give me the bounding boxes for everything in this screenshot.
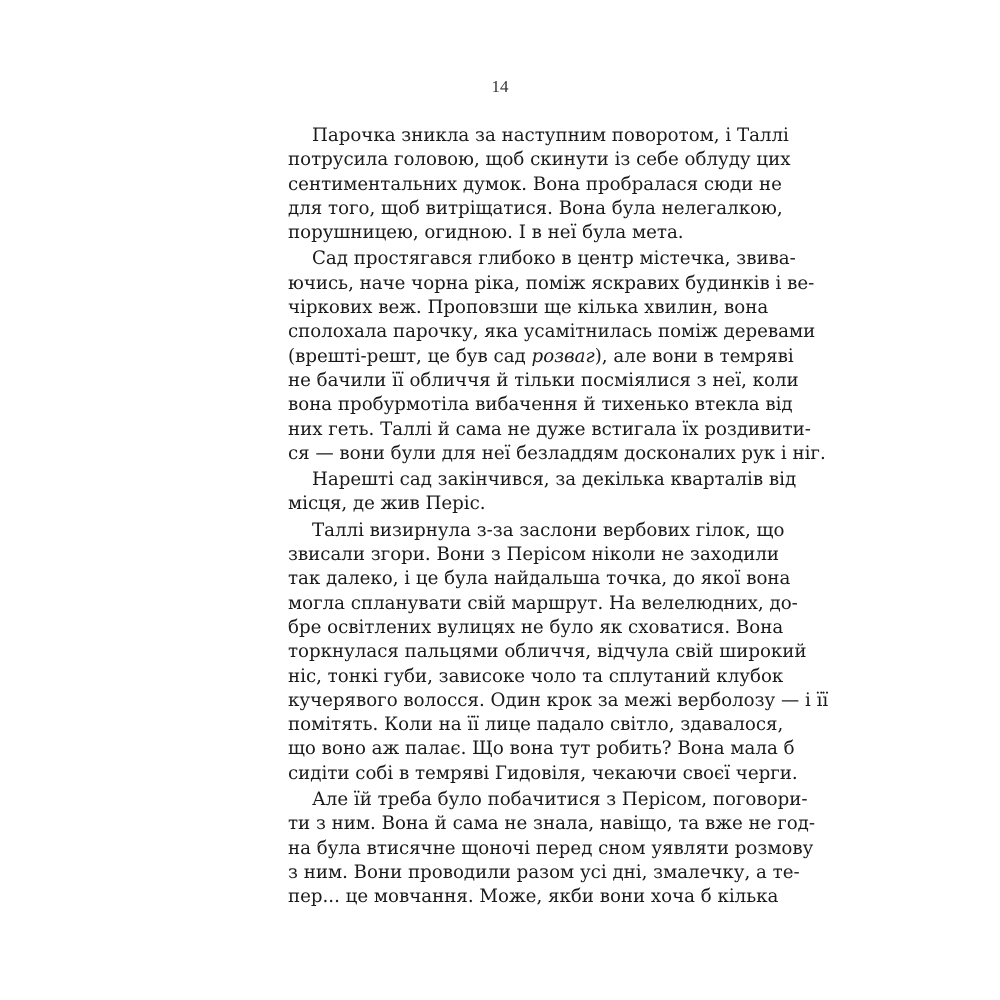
text-line: порушницею, огидною. І в неї була мета. bbox=[288, 222, 684, 244]
text-line: Парочка зникла за наступним поворотом, і Таллі bbox=[312, 125, 789, 146]
italic-word: розваг bbox=[531, 345, 595, 367]
text-line: бре освітлених вулицях не було як сховатися. Вона bbox=[288, 616, 784, 638]
text-line: звисали згори. Вони з Перісом ніколи не заходили bbox=[288, 544, 780, 566]
text-line: не бачили її обличчя й тільки посміялися з неї, коли bbox=[288, 369, 799, 391]
text-line: Але їй треба було побачитися з Перісом, поговори- bbox=[312, 789, 808, 811]
text-line: пер... це мовчання. Може, якби вони хоча б кілька bbox=[288, 886, 779, 908]
text-line: Таллі визирнула з-за заслони вербових гілок, що bbox=[312, 519, 785, 541]
text-line: Сад простягався глибоко в центр містечка, звива- bbox=[312, 248, 796, 270]
text-line: для того, щоб витріщатися. Вона була нелегалкою, bbox=[288, 197, 783, 219]
text-line: ся — вони були для неї безладдям досконалих рук і ніг. bbox=[288, 442, 826, 464]
text-line: ніс, тонкі губи, зависоке чоло та сплутаний клубок bbox=[288, 665, 784, 687]
text-line: вона пробурмотіла вибачення й тихенько втекла від bbox=[288, 394, 793, 416]
text-line: сполохала парочку, яка усамітнилась поміж деревами bbox=[288, 321, 816, 343]
text-line: торкнулася пальцями обличчя, відчула свій широкий bbox=[288, 641, 807, 663]
text-line-with-italic bbox=[288, 345, 794, 369]
text-line: що воно аж палає. Що вона тут робить? Вона мала б bbox=[288, 738, 795, 760]
text-segment: ), але вони в темряві bbox=[594, 345, 794, 367]
text-line: потрусила головою, щоб скинути із себе облуду цих bbox=[288, 149, 791, 171]
text-line: на була втисячне щоночі перед сном уявляти розмову bbox=[288, 837, 814, 859]
text-line: чіркових веж. Проповзши ще кілька хвилин, вона bbox=[288, 297, 769, 319]
text-line: місця, де жив Періс. bbox=[288, 493, 486, 515]
text-segment: (врешті-решт, це був сад bbox=[288, 345, 532, 367]
text-line: могла спланувати свій маршрут. На велелюдних, до- bbox=[288, 592, 798, 614]
text-line: Нарешті сад закінчився, за декілька кварталів від bbox=[312, 469, 797, 491]
text-line: сидіти собі в темряві Гидовіля, чекаючи своєї черги. bbox=[288, 762, 798, 784]
text-line: них геть. Таллі й сама не дуже встигала їх роздивити- bbox=[288, 418, 811, 440]
text-line: сентиментальних думок. Вона пробралася сюди не bbox=[288, 173, 782, 195]
text-line: з ним. Вони проводили разом усі дні, змалечку, а те- bbox=[288, 861, 800, 883]
text-line: ти з ним. Вона й сама не знала, навіщо, та вже не год- bbox=[288, 813, 816, 835]
page-number: 14 bbox=[491, 77, 509, 96]
text-line: кучерявого волосся. Один крок за межі верболозу — і її bbox=[288, 689, 829, 711]
text-line: ючись, наче чорна ріка, поміж яскравих будинків і ве- bbox=[288, 272, 815, 294]
text-column bbox=[288, 124, 829, 910]
text-line: помітять. Коли на її лице падало світло, здавалося, bbox=[288, 714, 784, 736]
text-line: так далеко, і це була найдальша точка, до якої вона bbox=[288, 568, 791, 590]
